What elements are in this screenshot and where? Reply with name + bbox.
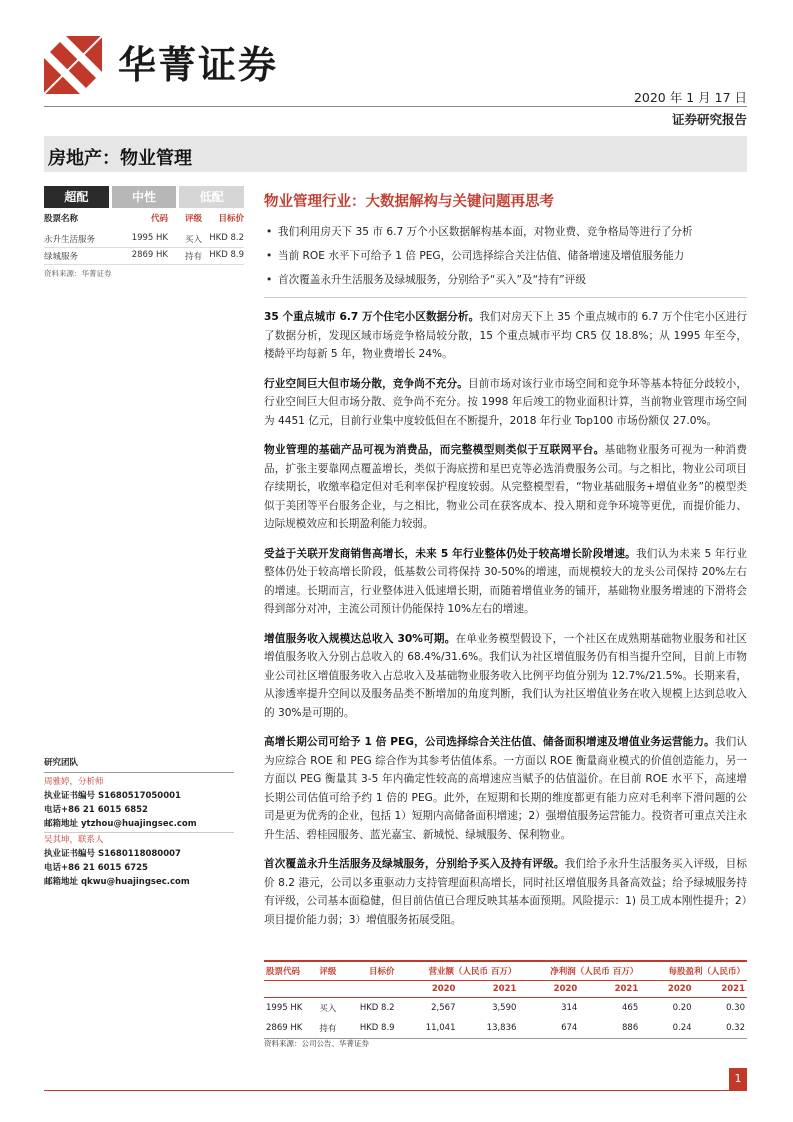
estimates-table <box>264 960 747 1039</box>
main-content <box>264 190 747 940</box>
para-lead: 物业管理的基础产品可视为消费品，而完整模型则类似于互联网平台。 <box>264 444 605 456</box>
cell: 2,567 <box>431 1003 456 1013</box>
list-item: • 我们利用房天下 35 市 6.7 万个小区数据解构基本面，对物业费、竞争格局等进行了分析 <box>264 225 747 239</box>
para-lead: 增值服务收入规模达总收入 30%可期。 <box>264 632 456 645</box>
para-lead: 35 个重点城市 6.7 万个住宅小区数据分析。 <box>264 311 480 323</box>
paragraph <box>264 733 747 844</box>
doc-type: 证券研究报告 <box>671 112 747 127</box>
cell: 买入 <box>319 1004 337 1014</box>
cell: 13,836 <box>457 1018 518 1039</box>
year: 2020 <box>518 981 579 998</box>
year: 2021 <box>457 981 518 998</box>
sector-title: 房地产：物业管理 <box>48 148 192 169</box>
list-item: • 当前 ROE 水平下可给予 1 倍 PEG，公司选择综合关注估值、储备增速及增值服务能力 <box>264 249 747 263</box>
table-row <box>264 998 747 1019</box>
paragraph <box>264 441 747 534</box>
cell: 持有 <box>317 1018 345 1039</box>
report-title: 物业管理行业：大数据解构与关键问题再思考 <box>264 194 554 210</box>
col-target: 目标价 <box>218 214 244 224</box>
para-text: 我们对房天下上 35 个重点城市的 6.7 万个住宅小区进行了数据分析，发现区域市场竞争格局较分散，15 个重点城市平均 CR5 仅 18.8%；从 1995 年至今，楼龄平均每新 5 年，物业费增长 24%。 <box>264 311 747 360</box>
rating-underweight: 低配 <box>179 186 244 208</box>
analyst-cert: 执业证书编号 S1680118080007 <box>44 849 181 859</box>
table-row <box>44 250 244 265</box>
brand-name: 华菁证券 <box>118 43 279 87</box>
analyst-cert: 执业证书编号 S1680517050001 <box>44 791 181 801</box>
col-revenue: 营业额（人民币 百万） <box>397 961 519 981</box>
para-lead: 高增长期公司可给予 1 倍 PEG，公司选择综合关注估值、储备面积增速及增值业务运营能力。 <box>264 736 715 748</box>
para-lead: 行业空间巨大但市场分散，竞争尚不充分。 <box>264 377 468 390</box>
para-text: 我们认为应综合 ROE 和 PEG 综合作为其参考估值体系。一方面以 ROE 衡量商业模式的价值创造能力，另一方面以 PEG 衡量其 3-5 年内确定性较高的高增速应当赋予的估值溢价。在目前 ROE 水平下，高速增长期公司估值可给予约 1 倍的 PEG。此外，在短期和长期的维度都更有能力应对毛利率下滑问题的公司是更为优秀的企业，包括 1）短期内高储备面积增速；2）强增值服务运营能力。投资者可重点关注永升生活、碧桂园服务、蓝光嘉宝、新城悦、绿城服务、保利物业。 <box>264 736 747 841</box>
page-number: 1 <box>729 1068 747 1090</box>
para-text: 我们给予永升生活服务买入评级，目标价 8.2 港元，公司以多重驱动力支持管理面积高增长，同时社区增值服务具备高效益；给予绿城服务持有评级，公司基本面稳健，但目前估值已合理反映其基本面预期。风险提示：1) 员工成本刚性提升；2）项目提价能力弱；3）增值服务拓展受阻。 <box>264 858 748 926</box>
cell: 886 <box>579 1018 640 1039</box>
rating-overweight: 超配 <box>44 186 109 208</box>
cell: HKD 8.2 <box>209 233 244 243</box>
rating-scale <box>44 186 244 208</box>
table-row <box>264 1018 747 1039</box>
para-lead: 受益于关联开发商销售高增长，未来 5 年行业整体仍处于较高增长阶段增速。 <box>264 547 636 560</box>
cell: 0.24 <box>640 1018 693 1039</box>
para-text: 在单业务模型假设下，一个社区在成熟期基础物业服务和社区增值服务收入分别占总收入的 68.4%/31.6%。我们认为社区增值服务仍有相当提升空间，目前上市物业公司社区增值服务收入占总收入及基础物业服务收入比例平均值分别为 12.7%/21.5%。长期来看，从渗透率提升空间以及服务品类不断增加的角度判断，我们认为社区增值业务在收入规模上达到总收入的 30%是可期的。 <box>264 632 747 719</box>
col-name: 股票名称 <box>44 214 79 224</box>
col-target: 目标价 <box>345 961 396 981</box>
cell: 0.30 <box>726 1003 745 1013</box>
para-lead: 首次覆盖永升生活服务及绿城服务，分别给予买入及持有评级。 <box>264 858 565 870</box>
cell: 0.20 <box>672 1003 692 1013</box>
cell: 1995 HK <box>266 1003 303 1013</box>
para-text: 基础物业服务可视为一种消费品，扩张主要靠网点覆盖增长，类似于海底捞和星巴克等必选消费服务公司。与之相比，物业公司项目存续期长，收缴率稳定但对毛利率保护程度较弱。从完整模型看，“物业基础服务+增值业务”的模型类似于美团等平台服务企业，与之相比，物业公司在获客成本、投入期和竞争环境等更优，而提价能力、边际规模效应和长期盈利能力较弱。 <box>264 444 748 530</box>
analyst-phone: 电话+86 21 6015 6852 <box>44 805 148 815</box>
cell: 1995 HK <box>131 233 168 243</box>
footer-divider <box>44 1090 747 1091</box>
col-code: 代码 <box>150 214 168 224</box>
analyst-name: 吴其坤，联系人 <box>44 835 104 845</box>
paragraph <box>264 630 747 723</box>
year: 2021 <box>694 981 747 998</box>
col-rating: 评级 <box>184 214 202 224</box>
col-code: 股票代码 <box>264 961 317 981</box>
stock-table-source: 资料来源：华菁证券 <box>44 269 112 278</box>
cell: 674 <box>518 1018 579 1039</box>
cell: 465 <box>622 1003 639 1013</box>
analyst-email[interactable]: 邮箱地址 qkwu@huajingsec.com <box>44 877 190 887</box>
year: 2021 <box>579 981 640 998</box>
brand-logo-icon <box>44 36 102 94</box>
paragraph <box>264 375 747 431</box>
analyst-name: 周雅婷，分析师 <box>44 777 104 787</box>
paragraph <box>264 308 747 364</box>
cell: HKD 8.9 <box>345 1018 396 1039</box>
cell: 持有 <box>184 252 202 262</box>
cell: 2869 HK <box>264 1018 317 1039</box>
paragraph <box>264 855 747 929</box>
year: 2020 <box>397 981 458 998</box>
col-eps: 每股盈利（人民币） <box>640 961 747 981</box>
cell: 2869 HK <box>131 250 168 260</box>
col-net-profit: 净利润（人民币 百万） <box>518 961 640 981</box>
team-title: 研究团队 <box>44 756 234 773</box>
cell: 11,041 <box>397 1018 458 1039</box>
report-date: 2020 年 1 月 17 日 <box>633 90 747 105</box>
cell: HKD 8.2 <box>359 1003 395 1013</box>
cell: 绿城服务 <box>44 252 79 262</box>
paragraph <box>264 545 747 619</box>
analyst-email[interactable]: 邮箱地址 ytzhou@huajingsec.com <box>44 817 234 833</box>
year: 2020 <box>640 981 693 998</box>
para-text: 我们认为未来 5 年行业整体仍处于较高增长阶段，低基数公司将保持 30-50%的增速，而规模较大的龙头公司保持 20%左右的增速。长期而言，行业整体进入低速增长期，而随着增值业务的铺开，基础物业服务增速的下滑将会得到部分对冲，主流公司预计仍能保持 10%左右的增速。 <box>264 547 747 615</box>
para-text: 目前市场对该行业市场空间和竞争环等基本特征分歧较小，行业空间巨大但市场分散、竞争尚不充分。按 1998 年后竣工的物业面积计算，当前物业管理市场空间为 4451 亿元，目前行业集中度较低但在不断提升，2018 年行业 Top100 市场份额仅 27.0%。 <box>264 377 748 427</box>
cell: 永升生活服务 <box>44 235 96 245</box>
table-row <box>44 233 244 248</box>
cell: 3,590 <box>492 1003 517 1013</box>
research-team <box>44 756 234 889</box>
estimates-source: 资料来源：公司公告、华菁证券 <box>264 1039 369 1048</box>
col-rating: 评级 <box>317 961 345 981</box>
sector-band <box>44 136 747 172</box>
cell: 0.32 <box>694 1018 747 1039</box>
analyst-phone: 电话+86 21 6015 6725 <box>44 863 148 873</box>
cell: 买入 <box>184 235 202 245</box>
cell: 314 <box>561 1003 578 1013</box>
list-item: • 首次覆盖永升生活服务及绿城服务，分别给予“买入”及“持有”评级 <box>264 273 747 287</box>
header-divider <box>44 106 747 107</box>
stock-table-header <box>44 212 244 224</box>
rating-neutral: 中性 <box>112 186 177 208</box>
cell: HKD 8.9 <box>209 250 244 260</box>
